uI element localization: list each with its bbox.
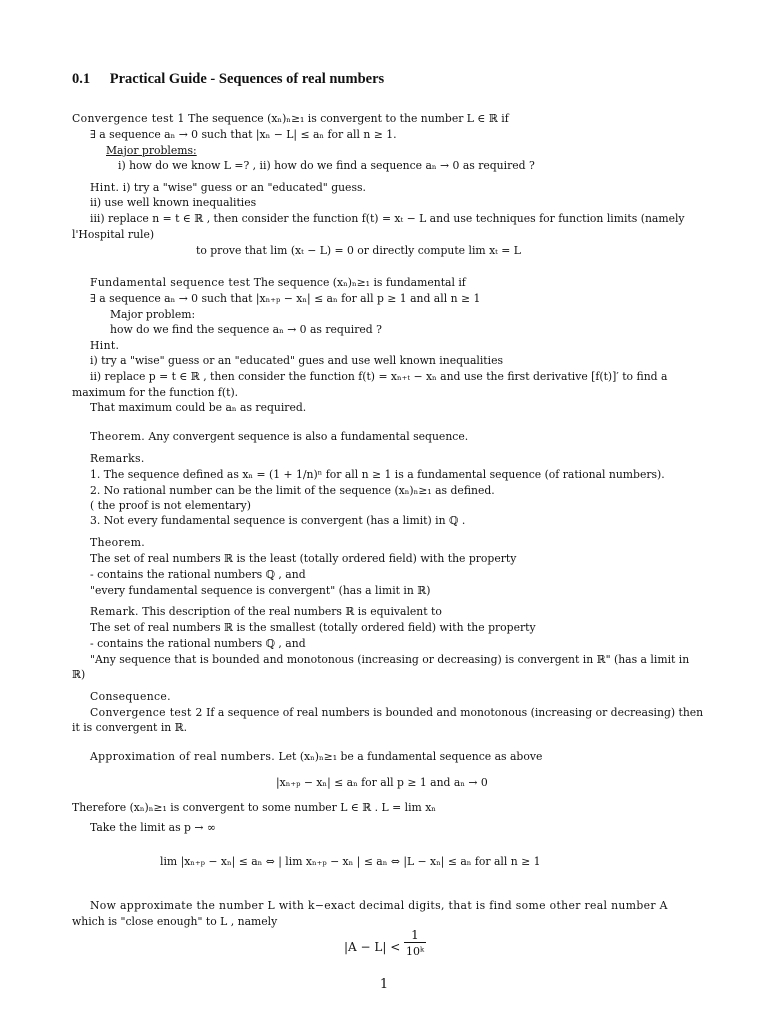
line-label: Convergence test 1	[72, 112, 185, 125]
line-label: Now approximate the number L with k−exact decimal digits, that is find some other real number A	[90, 899, 668, 912]
text-line	[90, 899, 668, 913]
line-text: ℝ)	[72, 668, 86, 681]
text-line	[90, 212, 685, 226]
text-line	[72, 721, 187, 735]
line-text: Major problem:	[110, 308, 196, 321]
text-line	[90, 499, 251, 513]
line-text: iii) replace n = t ∈ ℝ , then consider the function f(t) = xₜ − L and use techniques for function limits (namely	[90, 212, 685, 225]
section-heading	[72, 72, 384, 86]
line-text: lim |xₙ₊ₚ − xₙ| ≤ aₙ ⇔ | lim xₙ₊ₚ − xₙ | ≤ aₙ ⇔ |L − xₙ| ≤ aₙ for all n ≥ 1	[160, 855, 541, 868]
line-text: This description of the real numbers ℝ is equivalent to	[138, 605, 442, 618]
text-line	[72, 668, 85, 682]
line-text: |xₙ₊ₚ − xₙ| ≤ aₙ for all p ≥ 1 and aₙ → 0	[276, 776, 488, 789]
line-label: Remarks.	[90, 452, 145, 465]
final-inequality-lhs: |A − L| <	[344, 940, 401, 954]
section-number: 0.1	[72, 71, 91, 87]
text-line	[90, 637, 306, 651]
text-line	[90, 292, 480, 306]
line-text: it is convergent in ℝ.	[72, 721, 188, 734]
final-inequality	[344, 928, 464, 968]
line-text: Therefore (xₙ)ₙ≥₁ is convergent to some number L ∈ ℝ . L = lim xₙ	[72, 801, 436, 814]
text-line	[118, 159, 535, 173]
line-text: ∃ a sequence aₙ → 0 such that |xₙ₊ₚ − xₙ| ≤ aₙ for all p ≥ 1 and all n ≥ 1	[90, 292, 481, 305]
text-line	[110, 308, 195, 322]
text-line	[90, 706, 703, 720]
text-line	[90, 354, 503, 368]
line-label: Theorem.	[90, 536, 146, 549]
text-line	[72, 228, 154, 242]
text-line	[196, 244, 521, 258]
text-line	[90, 821, 216, 835]
text-line	[72, 112, 509, 126]
text-line	[160, 855, 541, 869]
line-text: That maximum could be aₙ as required.	[90, 401, 307, 414]
final-inequality-denominator: 10ᵏ	[405, 945, 424, 958]
line-text: 3. Not every fundamental sequence is convergent (has a limit) in ℚ .	[90, 514, 466, 527]
line-label: Fundamental sequence test	[90, 276, 251, 289]
text-line	[90, 514, 465, 528]
text-line	[90, 128, 397, 142]
line-text: l'Hospital rule)	[72, 228, 155, 241]
page-number: 1	[379, 977, 389, 992]
text-line	[90, 430, 468, 444]
line-text: The set of real numbers ℝ is the smallest (totally ordered field) with the property	[90, 621, 536, 634]
text-line	[90, 536, 145, 550]
line-text: The sequence (xₙ)ₙ≥₁ is convergent to the number L ∈ ℝ if	[184, 112, 509, 125]
line-text: i) try a "wise" guess or an "educated" guess.	[119, 181, 366, 194]
final-inequality-numerator: 1	[404, 928, 426, 943]
line-label: Hint.	[90, 339, 120, 352]
line-text: Major problems:	[106, 144, 197, 157]
text-line	[90, 484, 495, 498]
text-line	[72, 915, 277, 929]
text-line	[90, 196, 256, 210]
line-text: which is "close enough" to L , namely	[72, 915, 278, 928]
line-text: - contains the rational numbers ℚ , and	[90, 568, 306, 581]
text-line	[90, 750, 542, 764]
line-text: "Any sequence that is bounded and monotonous (increasing or decreasing) is convergent in ℝ" (has a limit in	[90, 653, 690, 666]
line-label: Consequence.	[90, 690, 171, 703]
line-text: to prove that lim (xₜ − L) = 0 or directly compute lim xₜ = L	[196, 244, 521, 257]
line-text: Take the limit as p → ∞	[90, 821, 216, 834]
line-text: ii) replace p = t ∈ ℝ , then consider the function f(t) = xₙ₊ₜ − xₙ and use the first derivative [f(t)]′ to find a	[90, 370, 668, 383]
text-line	[90, 653, 689, 667]
text-line	[90, 690, 171, 704]
text-line	[106, 144, 197, 158]
line-text: i) try a "wise" guess or an "educated" gues and use well known inequalities	[90, 354, 504, 367]
line-label: Approximation of real numbers.	[90, 750, 276, 763]
text-line	[90, 568, 306, 582]
text-line	[90, 621, 536, 635]
text-line	[90, 370, 667, 384]
line-text: how do we find the sequence aₙ → 0 as required ?	[110, 323, 382, 336]
line-text: "every fundamental sequence is convergent" (has a limit in ℝ)	[90, 584, 431, 597]
line-text: - contains the rational numbers ℚ , and	[90, 637, 306, 650]
text-line	[90, 605, 442, 619]
text-line	[90, 552, 516, 566]
line-text: Let (xₙ)ₙ≥₁ be a fundamental sequence as above	[275, 750, 543, 763]
text-line	[90, 401, 306, 415]
text-line	[72, 386, 238, 400]
text-line	[110, 323, 382, 337]
text-line	[90, 276, 466, 290]
text-line	[90, 181, 366, 195]
text-line	[72, 801, 436, 815]
line-text: The sequence (xₙ)ₙ≥₁ is fundamental if	[250, 276, 466, 289]
line-label: Convergence test 2	[90, 706, 203, 719]
section-title: Practical Guide - Sequences of real numbers	[109, 71, 385, 87]
text-line	[90, 468, 665, 482]
line-text: 2. No rational number can be the limit of the sequence (xₙ)ₙ≥₁ as defined.	[90, 484, 495, 497]
line-label: Remark.	[90, 605, 139, 618]
line-text: Any convergent sequence is also a fundamental sequence.	[145, 430, 469, 443]
line-text: maximum for the function f(t).	[72, 386, 239, 399]
text-line	[90, 584, 430, 598]
text-line	[90, 339, 119, 353]
text-line	[276, 776, 488, 790]
line-label: Theorem.	[90, 430, 146, 443]
text-line	[90, 452, 145, 466]
line-text: If a sequence of real numbers is bounded and monotonous (increasing or decreasing) then	[202, 706, 704, 719]
line-label: Hint.	[90, 181, 120, 194]
line-text: ii) use well known inequalities	[90, 196, 257, 209]
line-text: 1. The sequence defined as xₙ = (1 + 1/n)ⁿ for all n ≥ 1 is a fundamental sequence (of rational numbers).	[90, 468, 665, 481]
line-text: i) how do we know L =? , ii) how do we find a sequence aₙ → 0 as required ?	[118, 159, 535, 172]
line-text: The set of real numbers ℝ is the least (totally ordered field) with the property	[90, 552, 517, 565]
line-text: ∃ a sequence aₙ → 0 such that |xₙ − L| ≤ aₙ for all n ≥ 1.	[90, 128, 397, 141]
line-text: ( the proof is not elementary)	[90, 499, 251, 512]
